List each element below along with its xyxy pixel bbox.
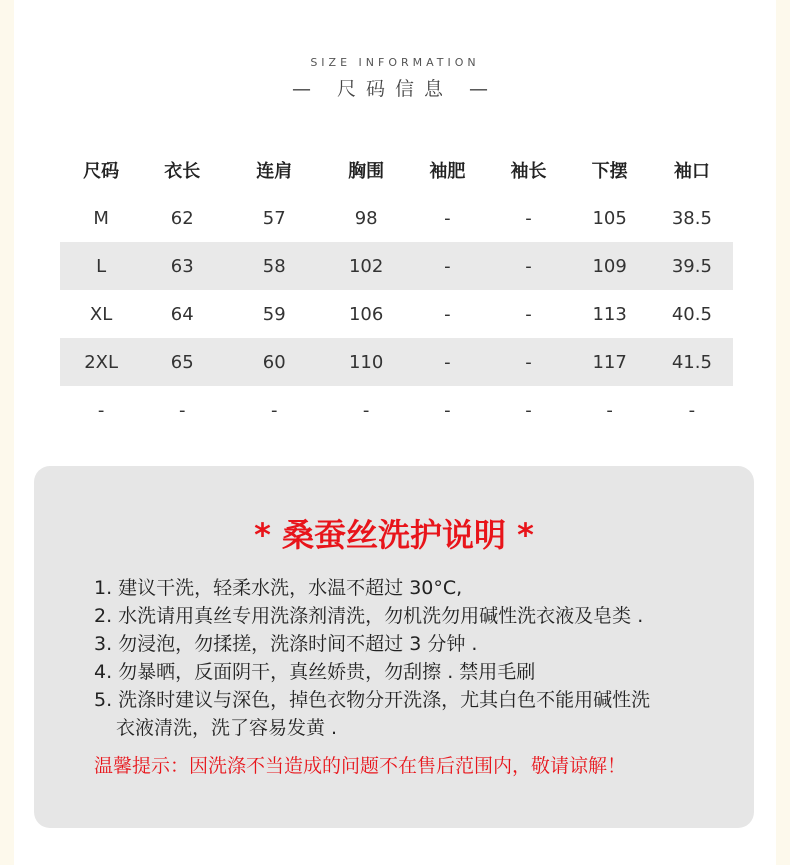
table-cell: 110 xyxy=(326,338,406,386)
table-cell: 38.5 xyxy=(671,207,712,229)
table-cell: XL xyxy=(89,303,113,325)
table-cell: - xyxy=(270,399,278,421)
table-cell: - xyxy=(97,399,105,421)
size-table xyxy=(60,146,733,434)
table-row xyxy=(60,386,733,434)
care-item-continuation: 衣液清洗，洗了容易发黄 . xyxy=(116,717,338,739)
table-cell: - xyxy=(179,399,186,421)
care-item xyxy=(94,686,734,742)
table-cell: 62 xyxy=(170,207,194,229)
table-cell: - xyxy=(488,242,568,290)
table-row xyxy=(60,194,733,242)
care-title: * 桑蚕丝洗护说明 * xyxy=(254,516,534,554)
table-cell: 64 xyxy=(170,303,194,325)
table-cell: 39.5 xyxy=(651,242,733,290)
table-cell: - xyxy=(688,399,696,421)
table-row xyxy=(60,242,733,290)
table-cell: - xyxy=(444,207,451,229)
table-cell: - xyxy=(362,399,370,421)
column-header-cuff: 袖口 xyxy=(673,161,710,182)
table-cell: 2XL xyxy=(60,338,142,386)
column-header-sleeve-width: 袖肥 xyxy=(429,161,466,182)
table-cell: 117 xyxy=(569,338,651,386)
table-cell: 109 xyxy=(569,242,651,290)
column-header-shoulder: 连肩 xyxy=(256,161,293,182)
table-cell: - xyxy=(406,242,488,290)
header-english-title: SIZE INFORMATION xyxy=(310,56,480,69)
table-header-row xyxy=(60,146,733,194)
care-instructions-card xyxy=(34,466,754,828)
table-cell: 41.5 xyxy=(651,338,733,386)
care-item: 3. 勿浸泡，勿揉搓，洗涤时间不超过 3 分钟 . xyxy=(94,633,478,655)
table-cell: - xyxy=(525,303,532,325)
table-cell: 58 xyxy=(222,242,326,290)
table-cell: - xyxy=(488,338,568,386)
table-cell: 63 xyxy=(142,242,222,290)
table-cell: 106 xyxy=(348,303,384,325)
table-cell: 102 xyxy=(326,242,406,290)
table-cell: 59 xyxy=(262,303,286,325)
table-cell: - xyxy=(444,399,451,421)
table-cell: - xyxy=(606,399,613,421)
table-cell: 105 xyxy=(592,207,627,229)
table-cell: L xyxy=(60,242,142,290)
table-cell: - xyxy=(525,207,532,229)
care-item: 1. 建议干洗，轻柔水洗，水温不超过 30°C, xyxy=(94,577,463,599)
care-item: 2. 水洗请用真丝专用洗涤剂清洗，勿机洗勿用碱性洗衣液及皂类 . xyxy=(94,605,644,627)
care-item-text: 5. 洗涤时建议与深色，掉色衣物分开洗涤，尤其白色不能用碱性洗 xyxy=(94,689,651,711)
table-cell: 113 xyxy=(592,303,627,325)
column-header-hem: 下摆 xyxy=(591,161,628,182)
header-chinese-title: — 尺码信息 — xyxy=(291,78,499,100)
table-cell: 57 xyxy=(262,207,286,229)
column-header-size: 尺码 xyxy=(83,161,120,182)
table-row xyxy=(60,338,733,386)
table-row xyxy=(60,290,733,338)
table-cell: 60 xyxy=(222,338,326,386)
care-list xyxy=(94,574,734,742)
column-header-sleeve-length: 袖长 xyxy=(510,161,547,182)
table-cell: - xyxy=(444,303,451,325)
column-header-chest: 胸围 xyxy=(348,161,385,182)
table-cell: 98 xyxy=(354,207,378,229)
table-cell: - xyxy=(525,399,532,421)
care-item: 4. 勿暴晒，反面阴干，真丝娇贵，勿刮擦 . 禁用毛刷 xyxy=(94,661,536,683)
table-cell: 40.5 xyxy=(671,303,712,325)
table-cell: 65 xyxy=(142,338,222,386)
warm-tip: 温馨提示：因洗涤不当造成的问题不在售后范围内，敬请谅解！ xyxy=(94,755,627,777)
table-cell: M xyxy=(93,207,109,229)
column-header-length: 衣长 xyxy=(164,161,201,182)
table-cell: - xyxy=(406,338,488,386)
